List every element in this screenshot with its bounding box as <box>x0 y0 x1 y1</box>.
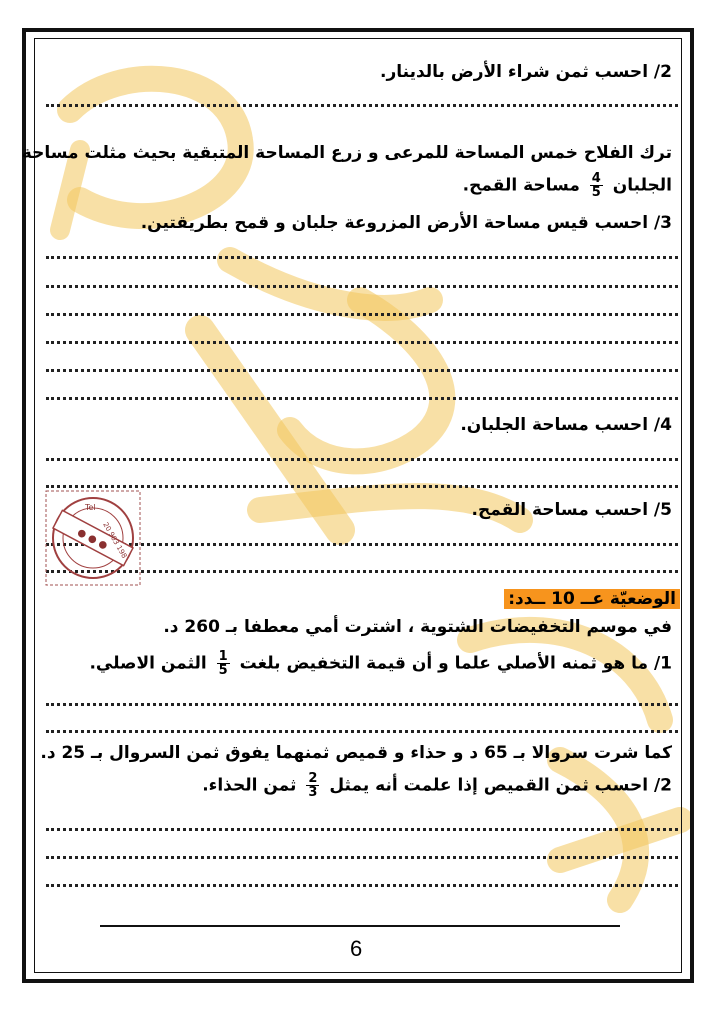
text-segment: مساحة القمح. <box>462 175 580 196</box>
fraction-numerator: 1 <box>218 649 228 664</box>
fraction-two-thirds <box>306 772 319 799</box>
footer-rule <box>100 925 620 927</box>
answer-line <box>46 369 678 372</box>
situation-text-2: كما شرت سروالا بـ 65 د و حذاء و قميص ثمنهما يفوق ثمن السروال بـ 25 د. <box>40 743 672 763</box>
stamp-seal <box>45 490 141 586</box>
problem-text-line-1: ترك الفلاح خمس المساحة للمرعى و زرع المساحة المتبقية بحيث مثلت مساحة <box>21 143 672 163</box>
text-segment: الجلبان <box>612 175 672 196</box>
question-2b <box>202 772 672 799</box>
question-2: 2/ احسب ثمن شراء الأرض بالدينار. <box>380 62 672 82</box>
fraction-denominator: 5 <box>591 185 601 200</box>
text-segment: ثمن الحذاء. <box>202 775 297 796</box>
text-segment: 1/ ما هو ثمنه الأصلي علما و أن قيمة التخفيض بلغت <box>239 653 672 674</box>
fraction-denominator: 3 <box>308 785 318 800</box>
answer-line <box>46 828 678 831</box>
svg-text:20 903 198: 20 903 198 <box>101 521 129 560</box>
answer-line <box>46 104 678 107</box>
situation-text-1: في موسم التخفيضات الشتوية ، اشترت أمي معطفا بـ 260 د. <box>163 617 672 637</box>
answer-line <box>46 397 678 400</box>
situation-heading: الوضعيّة عــ 10 ــدد: <box>504 589 680 609</box>
fraction-four-fifths <box>590 172 603 199</box>
problem-text-line-2 <box>463 172 672 199</box>
svg-text:● ● ●: ● ● ● <box>75 526 110 552</box>
fraction-numerator: 4 <box>591 171 601 186</box>
answer-line <box>46 703 678 706</box>
answer-line <box>46 256 678 259</box>
answer-line <box>46 313 678 316</box>
page-number: 6 <box>350 936 363 961</box>
question-3: 3/ احسب قيس مساحة الأرض المزروعة جلبان و قمح بطريقتين. <box>140 213 672 233</box>
fraction-numerator: 2 <box>308 771 318 786</box>
answer-line <box>46 884 678 887</box>
question-1 <box>89 650 672 677</box>
answer-line <box>46 458 678 461</box>
svg-text:Tel: Tel <box>85 503 96 512</box>
fraction-denominator: 5 <box>218 663 228 678</box>
text-segment: الثمن الاصلي. <box>89 653 207 674</box>
question-5: 5/ احسب مساحة القمح. <box>471 500 672 520</box>
question-4: 4/ احسب مساحة الجلبان. <box>460 415 672 435</box>
text-segment: 2/ احسب ثمن القميص إذا علمت أنه يمثل <box>329 775 672 796</box>
answer-line <box>46 341 678 344</box>
answer-line <box>46 856 678 859</box>
answer-line <box>46 485 678 488</box>
fraction-one-fifth <box>217 650 230 677</box>
answer-line <box>46 285 678 288</box>
answer-line <box>46 730 678 733</box>
